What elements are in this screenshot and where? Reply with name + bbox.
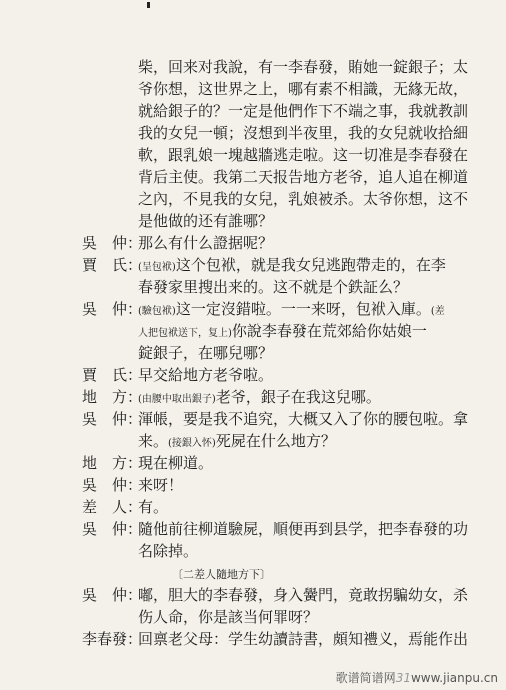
dialogue-line <box>138 432 336 453</box>
continuation-line: 我的女兒一頓；沒想到半夜里，我的女兒就收拾細 <box>138 124 469 142</box>
speaker-name: 地 方： <box>82 388 143 406</box>
dialogue-text: 老爷，銀子在我这兒哪。 <box>215 388 381 406</box>
dialogue-text: 隨他前往柳道驗屍，順便再到县学，把李春發的功 <box>138 520 469 538</box>
dialogue-text: 那么有什么證据呢？ <box>138 234 274 252</box>
dialogue-line <box>138 344 273 362</box>
speaker-name: 吳 仲： <box>82 586 143 604</box>
dialogue-text: 这个包袱，就是我女兒逃跑帶走的，在李 <box>175 256 446 274</box>
speaker-name: 賈 氏： <box>82 366 143 384</box>
continuation-line: 軟，跟乳娘一塊越牆逃走啦。这一切准是李春發在 <box>138 146 469 164</box>
dialogue-text: 回禀老父母：学生幼讀詩書，頗知禮义，焉能作出 <box>138 630 469 648</box>
speaker-name: 李春發： <box>82 630 143 648</box>
page-number: 31 <box>395 671 411 685</box>
speaker-name: 吳 仲： <box>82 234 143 252</box>
speaker-name: 吳 仲： <box>82 300 143 318</box>
dialogue-text: 現在柳道。 <box>138 454 214 472</box>
speaker-name: 吳 仲： <box>82 410 143 428</box>
dialogue-text: 来。 <box>138 432 169 450</box>
continuation-line: 柴，回来对我說，有一李春發，賄她一錠銀子；太 <box>138 58 469 76</box>
dialogue-text: 錠銀子，在哪兒哪？ <box>138 344 274 362</box>
dialogue-text: 春發家里搜出来的。这不就是个鉄証么？ <box>138 278 409 296</box>
speaker-name: 地 方： <box>82 454 143 472</box>
dialogue-text: 这一定沒錯啦。一一来呀，包袱入庫。 <box>175 300 431 318</box>
dialogue-line <box>138 322 427 343</box>
inline-stage-direction: 人把包袱送下，复上) <box>138 328 232 339</box>
inline-stage-direction: (差 <box>430 306 445 317</box>
speaker-name: 差 人： <box>82 498 143 516</box>
dialogue-line <box>138 256 446 277</box>
continuation-line: 是他做的还有誰哪？ <box>138 212 274 230</box>
speaker-name: 吳 仲： <box>82 476 143 494</box>
continuation-line: 爷你想，这世界之上，哪有素不相識，无緣无故， <box>138 80 469 98</box>
dialogue-line <box>138 366 273 384</box>
inline-stage-direction: (由腰中取出銀子) <box>138 394 216 405</box>
dialogue-line <box>138 498 168 516</box>
inline-stage-direction: (接銀入怀) <box>168 438 216 449</box>
dialogue-line <box>138 388 381 409</box>
dialogue-line <box>138 520 468 538</box>
dialogue-text: 嘟，胆大的李春發，身入黌門，竟敢拐騙幼女，杀 <box>138 586 469 604</box>
inline-stage-direction: (驗包袱) <box>138 306 176 317</box>
dialogue-text: 来呀！ <box>138 476 184 494</box>
dialogue-line <box>138 410 468 428</box>
dialogue-line <box>138 234 273 252</box>
dialogue-text: 你說李春發在荒郊給你姑娘一 <box>231 322 427 340</box>
dialogue-line <box>138 608 318 626</box>
dialogue-line <box>138 476 183 494</box>
dialogue-line <box>138 278 408 296</box>
watermark-domain: www.jianpu.cn <box>410 671 498 685</box>
continuation-line: 之內，不見我的女兒，乳娘被杀。太爷你想，这不 <box>138 190 469 208</box>
dialogue-text: 死屍在什么地方？ <box>215 432 336 450</box>
watermark-site: 歌谱简谱网 <box>335 671 396 685</box>
dialogue-line <box>138 542 198 560</box>
dialogue-line <box>138 454 213 472</box>
top-margin-mark <box>147 2 150 8</box>
inline-stage-direction: (呈包袱) <box>138 262 176 273</box>
dialogue-text: 有。 <box>138 498 169 516</box>
dialogue-line <box>138 630 468 648</box>
dialogue-text: 渾帳，要是我不追究，大概又入了你的腰包啦。拿 <box>138 410 469 428</box>
speaker-name: 吳 仲： <box>82 520 143 538</box>
dialogue-text: 早交給地方老爷啦。 <box>138 366 274 384</box>
dialogue-line <box>138 586 468 604</box>
continuation-line: 背后主使。我第二天报告地方老爷，追人追在柳道 <box>138 168 469 186</box>
dialogue-line <box>138 300 445 321</box>
watermark-footer <box>336 669 498 686</box>
stage-direction: 〔二差人隨地方下〕 <box>172 568 271 581</box>
dialogue-text: 名除掉。 <box>138 542 199 560</box>
continuation-line: 就給銀子的？一定是他們作下不端之事，我就教訓 <box>138 102 469 120</box>
speaker-name: 賈 氏： <box>82 256 143 274</box>
dialogue-text: 伤人命，你是該当何罪呀？ <box>138 608 319 626</box>
